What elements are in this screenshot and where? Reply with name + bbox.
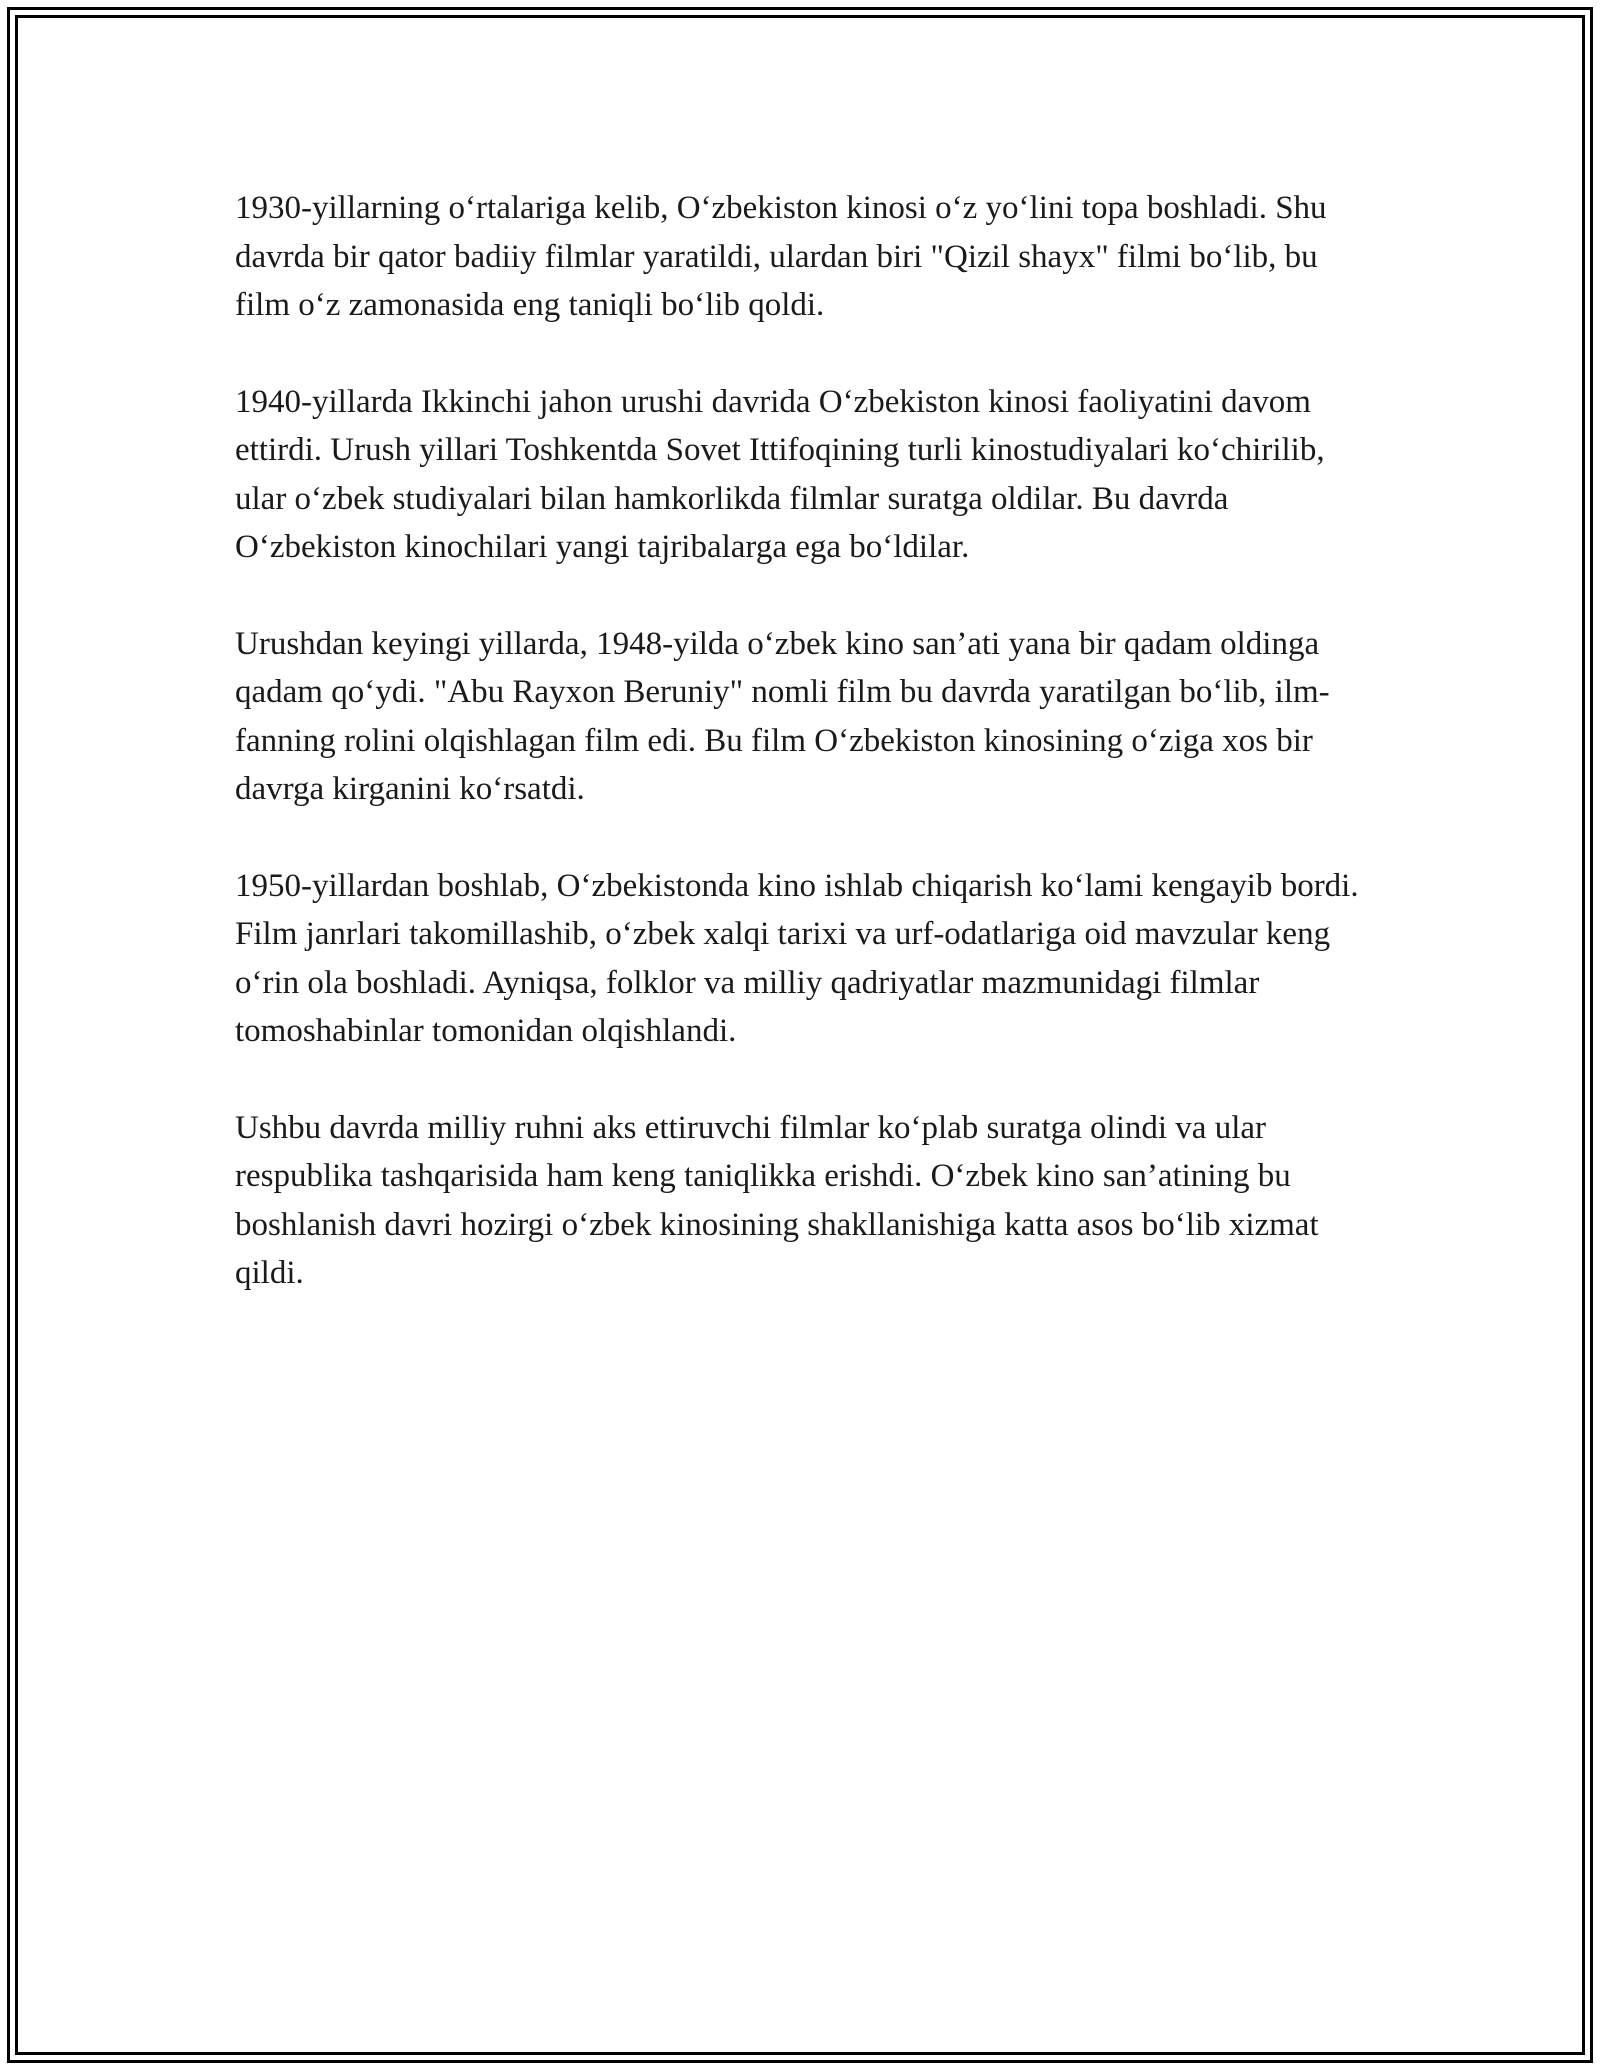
document-body [235, 184, 1365, 1346]
paragraph-3: Urushdan keyingi yillarda, 1948-yilda o‘zbek kino san’ati yana bir qadam oldinga qadam qo‘ydi. "Abu Rayxon Beruniy" nomli film bu davrda yaratilgan bo‘lib, ilm-fanning rolini olqishlagan film edi. Bu film O‘zbekiston kinosining o‘ziga xos bir davrga kirganini ko‘rsatdi. [235, 625, 1330, 807]
paragraph-4: 1950-yillardan boshlab, O‘zbekistonda kino ishlab chiqarish ko‘lami kengayib bordi. Film janrlari takomillashib, o‘zbek xalqi tarixi va urf-odatlariga oid mavzular keng o‘rin ola boshladi. Ayniqsa, folklor va milliy qadriyatlar mazmunidagi filmlar tomoshabinlar tomonidan olqishlandi. [235, 867, 1359, 1049]
paragraph-1: 1930-yillarning o‘rtalariga kelib, O‘zbekiston kinosi o‘z yo‘lini topa boshladi. Shu davrda bir qator badiiy filmlar yaratildi, ulardan biri "Qizil shayx" filmi bo‘lib, bu film o‘z zamonasida eng taniqli bo‘lib qoldi. [235, 190, 1327, 323]
paragraph-5: Ushbu davrda milliy ruhni aks ettiruvchi filmlar ko‘plab suratga olindi va ular respublika tashqarisida ham keng taniqlikka erishdi. O‘zbek kino san’atining bu boshlanish davri hozirgi o‘zbek kinosining shakllanishiga katta asos bo‘lib xizmat qildi. [235, 1109, 1319, 1291]
paragraph-2: 1940-yillarda Ikkinchi jahon urushi davrida O‘zbekiston kinosi faoliyatini davom ettirdi. Urush yillari Toshkentda Sovet Ittifoqining turli kinostudiyalari ko‘chirilib, ular o‘zbek studiyalari bilan hamkorlikda filmlar suratga oldilar. Bu davrda O‘zbekiston kinochilari yangi tajribalarga ega bo‘ldilar. [235, 383, 1325, 565]
